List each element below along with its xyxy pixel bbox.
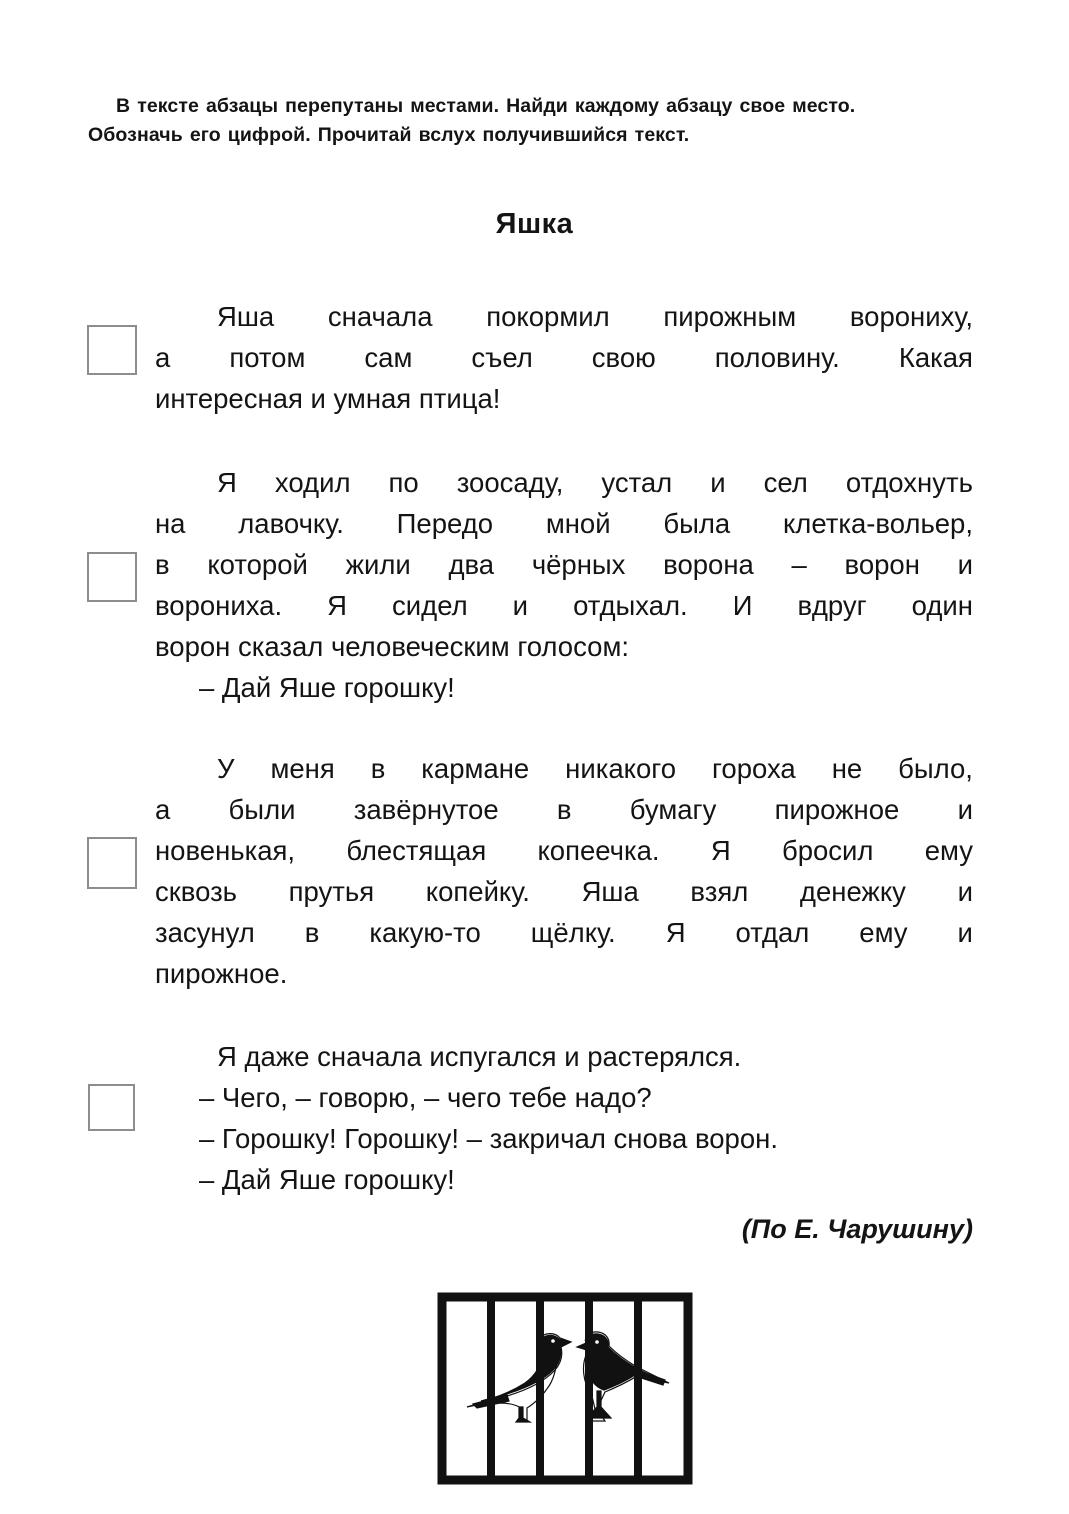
word: потом xyxy=(229,342,306,373)
instruction-line-2: Обозначь его цифрой. Прочитай вслух получившийся текст. xyxy=(88,124,690,146)
word: в xyxy=(370,753,386,784)
word: прутья xyxy=(288,876,375,907)
word: сначала xyxy=(327,301,433,332)
word: засунул xyxy=(155,917,255,948)
cage-frame xyxy=(442,1297,688,1480)
word: а xyxy=(155,342,171,373)
word: И xyxy=(732,590,753,621)
word: У xyxy=(217,753,235,784)
paragraph-2-dialogue-1: – Дай Яше горошку! xyxy=(199,672,455,703)
word: и xyxy=(957,549,973,580)
instruction-line-1: В тексте абзацы перепутаны местами. Найди каждому абзацу свое место. xyxy=(116,95,856,117)
word: и xyxy=(957,917,973,948)
word: копеечка. xyxy=(537,835,660,866)
word: сквозь xyxy=(155,876,238,907)
word: и xyxy=(957,794,973,825)
word: какую-то xyxy=(369,917,481,948)
word: была xyxy=(663,508,731,539)
paragraph-3-line-5 xyxy=(155,912,973,953)
word: Я xyxy=(217,467,237,498)
word: вдруг xyxy=(797,590,867,621)
paragraph-2 xyxy=(155,462,973,708)
paragraph-3-line-2 xyxy=(155,789,973,830)
word: устал xyxy=(601,467,673,498)
word: Я xyxy=(665,917,686,948)
word: два xyxy=(448,549,495,580)
paragraph-1-line-2 xyxy=(155,337,973,378)
word: которой xyxy=(207,549,308,580)
instruction-text xyxy=(88,92,972,150)
paragraph-4 xyxy=(155,1036,973,1200)
word: и xyxy=(512,590,529,621)
paragraph-4-dialogue-2: – Горошку! Горошку! – закричал снова ворон. xyxy=(199,1123,778,1154)
word: и xyxy=(710,467,726,498)
word: ворон xyxy=(844,549,920,580)
word: пирожным xyxy=(663,301,797,332)
word: один xyxy=(911,590,973,621)
word: гороха xyxy=(711,753,796,784)
word: бросил xyxy=(781,835,874,866)
paragraph-2-line-3 xyxy=(155,544,973,585)
word: мной xyxy=(545,508,611,539)
answer-box-4[interactable] xyxy=(88,1084,135,1131)
word: Я xyxy=(710,835,731,866)
word: Яша xyxy=(581,876,639,907)
paragraph-3-line-4 xyxy=(155,871,973,912)
word: зоосаду, xyxy=(456,467,564,498)
word: сидел xyxy=(392,590,468,621)
paragraph-4-line-1: Я даже сначала испугался и растерялся. xyxy=(217,1041,742,1072)
word: ему xyxy=(859,917,908,948)
word: – xyxy=(791,549,807,580)
word: блестящая xyxy=(346,835,487,866)
word: пирожное xyxy=(774,794,900,825)
word: свою xyxy=(591,342,656,373)
word: сел xyxy=(763,467,808,498)
word: в xyxy=(155,549,170,580)
word: на xyxy=(155,508,186,539)
word: жили xyxy=(345,549,411,580)
word: Передо xyxy=(396,508,494,539)
word: сам xyxy=(364,342,413,373)
ravens-in-cage-illustration xyxy=(437,1291,693,1489)
answer-box-3[interactable] xyxy=(87,837,137,889)
word: половину. xyxy=(714,342,840,373)
word: взял xyxy=(690,876,749,907)
paragraph-2-line-5: ворон сказал человеческим голосом: xyxy=(155,631,629,662)
raven-left-icon xyxy=(467,1334,571,1422)
word: лавочку. xyxy=(238,508,344,539)
word: были xyxy=(228,794,296,825)
answer-box-2[interactable] xyxy=(87,552,137,602)
word: Я xyxy=(327,590,348,621)
paragraph-1 xyxy=(155,296,973,419)
word: клетка-вольер, xyxy=(782,508,973,539)
paragraph-1-line-1 xyxy=(155,296,973,337)
paragraph-3 xyxy=(155,748,973,994)
page-title: Яшка xyxy=(495,208,574,240)
word: отдыхал. xyxy=(573,590,688,621)
paragraph-3-line-1 xyxy=(155,748,973,789)
word: копейку. xyxy=(425,876,530,907)
paragraph-2-line-1 xyxy=(155,462,973,503)
word: ворониху, xyxy=(849,301,973,332)
word: ворона xyxy=(663,549,754,580)
paragraph-2-line-2 xyxy=(155,503,973,544)
word: покормил xyxy=(486,301,610,332)
paragraph-4-dialogue-3: – Дай Яше горошку! xyxy=(199,1164,455,1195)
word: ему xyxy=(924,835,973,866)
word: не xyxy=(831,753,863,784)
paragraph-3-line-6: пирожное. xyxy=(155,958,288,989)
word: чёрных xyxy=(531,549,626,580)
paragraph-4-dialogue-1: – Чего, – говорю, – чего тебе надо? xyxy=(199,1082,652,1113)
word: ворониха. xyxy=(155,590,283,621)
word: было, xyxy=(898,753,973,784)
word: отдохнуть xyxy=(845,467,973,498)
answer-box-1[interactable] xyxy=(87,325,137,375)
paragraph-1-line-3: интересная и умная птица! xyxy=(155,383,501,414)
word: завёрнутое xyxy=(353,794,499,825)
word: меня xyxy=(270,753,335,784)
word: бумагу xyxy=(629,794,717,825)
word: а xyxy=(155,794,171,825)
word: в xyxy=(556,794,572,825)
attribution: (По Е. Чарушину) xyxy=(741,1214,973,1244)
word: и xyxy=(957,876,973,907)
word: Какая xyxy=(898,342,973,373)
word: кармане xyxy=(421,753,530,784)
word: по xyxy=(388,467,419,498)
word: Яша xyxy=(217,301,275,332)
paragraph-2-line-4 xyxy=(155,585,973,626)
word: ходил xyxy=(274,467,351,498)
paragraph-3-line-3 xyxy=(155,830,973,871)
word: новенькая, xyxy=(155,835,296,866)
word: щёлку. xyxy=(530,917,616,948)
word: денежку xyxy=(799,876,906,907)
word: отдал xyxy=(735,917,810,948)
word: съел xyxy=(471,342,533,373)
word: никакого xyxy=(565,753,676,784)
word: в xyxy=(304,917,320,948)
